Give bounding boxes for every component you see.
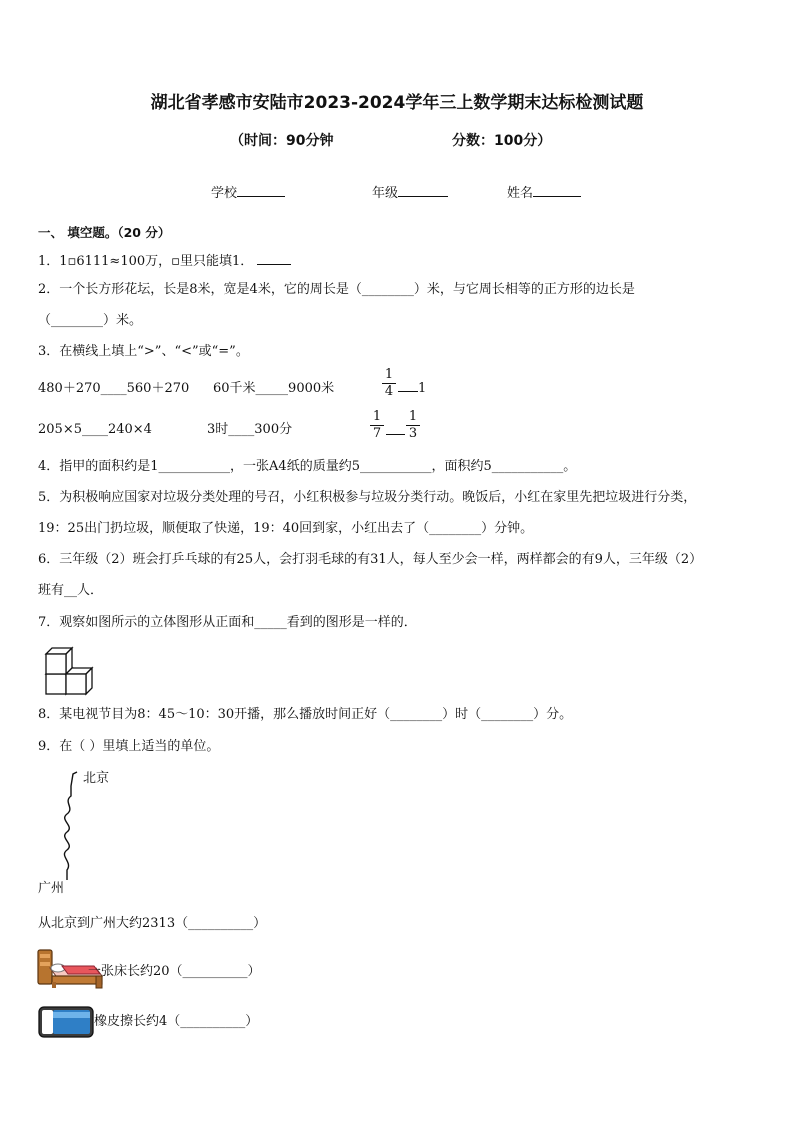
map-label-guangzhou: 广州 xyxy=(38,881,65,896)
grade-blank xyxy=(398,183,448,197)
q3-blank xyxy=(398,391,418,392)
fraction-numerator: 1 xyxy=(408,409,418,424)
question-7: 7．观察如图所示的立体图形从正面和_____看到的图形是一样的． xyxy=(38,615,417,630)
school-blank xyxy=(237,183,285,197)
question-2-line1: 2．一个长方形花坛，长是8米，宽是4米，它的周长是（________）米，与它周长相等的正方形的边长是 xyxy=(38,282,635,297)
question-6-line1: 6．三年级（2）班会打乒乓球的有25人，会打羽毛球的有31人，每人至少会一样，两样都会的有9人，三年级（2） xyxy=(38,552,703,567)
q1-blank xyxy=(257,251,291,265)
q3-item-5: 3时____300分 xyxy=(207,422,293,437)
question-1 xyxy=(38,251,291,271)
q3-fraction-1 xyxy=(382,367,396,400)
q9-line-bed: 一张床长约20（__________） xyxy=(88,964,261,979)
fraction-denominator: 4 xyxy=(384,384,394,399)
q3-fraction-3 xyxy=(406,409,420,442)
q3-value: 1 xyxy=(418,381,427,396)
question-3-stem: 3．在横线上填上“>”、“<”或“=”。 xyxy=(38,344,249,359)
fraction-denominator: 3 xyxy=(408,426,418,441)
score-label: 分数：100分） xyxy=(452,133,552,149)
name-label: 姓名 xyxy=(507,186,534,201)
time-label: （时间：90分钟 xyxy=(230,133,334,149)
name-blank xyxy=(533,183,581,197)
name-field xyxy=(507,182,581,201)
q9-line-distance: 从北京到广州大约2313（__________） xyxy=(38,916,267,931)
question-9-stem: 9．在（ ）里填上适当的单位。 xyxy=(38,739,220,754)
q3-item-4: 205×5____240×4 xyxy=(38,422,152,437)
question-5-line1: 5．为积极响应国家对垃圾分类处理的号召，小红积极参与垃圾分类行动。晚饭后，小红在家里先把垃圾进行分类， xyxy=(38,490,697,505)
fraction-denominator: 7 xyxy=(372,426,382,441)
question-4: 4．指甲的面积约是1___________，一张A4纸的质量约5___________，面积约5___________。 xyxy=(38,459,577,474)
cube-figure-icon xyxy=(42,640,98,696)
grade-label: 年级 xyxy=(372,186,399,201)
fraction-numerator: 1 xyxy=(372,409,382,424)
q3-blank-2 xyxy=(386,434,405,435)
question-5-line2: 19：25出门扔垃圾，顺便取了快递，19：40回到家，小红出去了（________）分钟。 xyxy=(38,521,534,536)
q9-line-eraser: 橡皮擦长约4（__________） xyxy=(94,1014,259,1029)
school-label: 学校 xyxy=(211,186,238,201)
section-heading: 一、 填空题。（20 分） xyxy=(38,225,171,240)
q3-fraction-2 xyxy=(370,409,384,442)
q3-item-3 xyxy=(398,380,426,398)
map-label-beijing: 北京 xyxy=(83,771,110,786)
question-6-line2: 班有__人． xyxy=(38,583,104,598)
question-2-line2: （________）米。 xyxy=(38,313,143,328)
school-field xyxy=(211,182,285,201)
eraser-icon xyxy=(37,1005,95,1039)
map-route-icon xyxy=(55,766,85,882)
question-8: 8．某电视节目为8：45～10：30开播，那么播放时间正好（________）时（________）分。 xyxy=(38,707,573,722)
page-title: 湖北省孝感市安陆市2023-2024学年三上数学期末达标检测试题 xyxy=(150,93,644,113)
q1-text: 1．1▫6111≈100万，▫里只能填1． xyxy=(38,254,254,269)
q3-item-2: 60千米_____9000米 xyxy=(213,381,335,396)
fraction-numerator: 1 xyxy=(384,367,394,382)
grade-field xyxy=(372,182,448,201)
q3-item-1: 480＋270____560＋270 xyxy=(38,381,190,396)
